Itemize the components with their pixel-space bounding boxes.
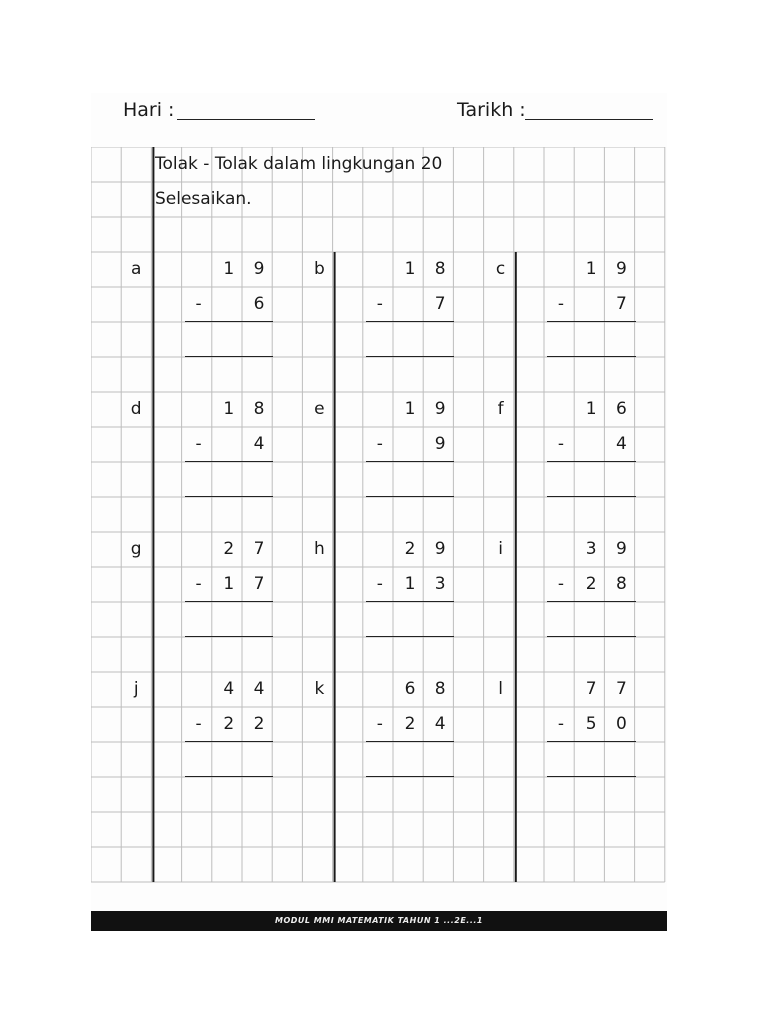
subtrahend-ones: 4: [434, 714, 446, 734]
problem-letter: e: [314, 399, 325, 419]
subtrahend-tens: 2: [223, 714, 235, 734]
minus-sign: -: [195, 434, 202, 454]
minuend-tens: 3: [585, 539, 597, 559]
minuend-ones: 9: [253, 259, 265, 279]
subtrahend-tens: [214, 287, 244, 322]
minuend-ones: 7: [615, 679, 627, 699]
subtrahend-ones: 7: [434, 294, 446, 314]
minuend-tens: 7: [585, 679, 597, 699]
minus-sign: -: [557, 574, 565, 594]
answer-box[interactable]: [366, 496, 455, 497]
subtrahend-tens: 2: [585, 574, 597, 594]
minuend-tens: 4: [223, 679, 235, 699]
subtrahend-ones: 3: [434, 574, 446, 594]
day-answer-line[interactable]: [177, 119, 315, 120]
minuend-tens: 1: [223, 259, 235, 279]
minuend-tens: 2: [223, 539, 235, 559]
answer-box[interactable]: [547, 496, 636, 497]
minuend-tens: 1: [585, 399, 597, 419]
problem-letter: i: [498, 539, 503, 559]
subtrahend-tens: [395, 287, 425, 322]
minus-sign: -: [195, 294, 202, 314]
minuend-tens: 1: [223, 399, 235, 419]
subtrahend-ones: 2: [253, 714, 265, 734]
subtrahend-tens: 2: [404, 714, 416, 734]
minuend-tens: 6: [404, 679, 416, 699]
answer-rule-top: [547, 741, 636, 742]
minus-sign: -: [376, 574, 383, 594]
minuend-ones: 8: [434, 259, 446, 279]
subtrahend-tens: 1: [223, 574, 235, 594]
answer-rule-top: [185, 461, 274, 462]
minuend-ones: 4: [253, 679, 265, 699]
minus-sign: -: [376, 294, 383, 314]
answer-box[interactable]: [547, 636, 636, 637]
answer-rule-top: [366, 601, 455, 602]
answer-rule-top: [547, 321, 636, 322]
footer-banner: MODUL MMI MATEMATIK TAHUN 1 ...2E...1: [91, 911, 667, 931]
answer-box[interactable]: [366, 776, 455, 777]
subtrahend-tens: [576, 427, 606, 462]
minus-sign: -: [195, 714, 202, 734]
answer-rule-top: [185, 601, 274, 602]
minuend-tens: 1: [585, 259, 597, 279]
subtrahend-ones: 7: [615, 294, 627, 314]
minuend-ones: 9: [615, 539, 627, 559]
minuend-ones: 9: [434, 539, 446, 559]
minus-sign: -: [557, 294, 565, 314]
day-label: Hari :: [123, 99, 175, 121]
minus-sign: -: [376, 714, 383, 734]
subtrahend-tens: [395, 427, 425, 462]
worksheet-page: [91, 93, 667, 931]
problem-letter: f: [497, 399, 504, 419]
subtrahend-tens: [576, 287, 606, 322]
minuend-tens: 1: [404, 399, 416, 419]
minus-sign: -: [195, 574, 202, 594]
minuend-ones: 6: [615, 399, 627, 419]
minuend-tens: 1: [404, 259, 416, 279]
subtrahend-tens: 1: [404, 574, 416, 594]
worksheet-instruction: Selesaikan.: [155, 189, 252, 209]
problem-letter: d: [130, 399, 142, 419]
answer-box[interactable]: [185, 776, 274, 777]
worksheet-header: [91, 93, 667, 147]
subtrahend-tens: 5: [585, 714, 597, 734]
minuend-ones: 8: [434, 679, 446, 699]
minuend-ones: 7: [253, 539, 265, 559]
answer-box[interactable]: [547, 776, 636, 777]
subtrahend-ones: 0: [615, 714, 627, 734]
date-label: Tarikh :: [457, 99, 526, 121]
answer-box[interactable]: [547, 356, 636, 357]
minus-sign: -: [376, 434, 383, 454]
problem-letter: a: [130, 259, 142, 279]
minuend-tens: 2: [404, 539, 416, 559]
answer-box[interactable]: [366, 356, 455, 357]
problem-letter: h: [314, 539, 325, 559]
answer-rule-top: [366, 461, 455, 462]
subtrahend-ones: 4: [615, 434, 627, 454]
squared-grid: [91, 147, 667, 892]
subtrahend-ones: 8: [615, 574, 627, 594]
problem-letter: b: [313, 259, 325, 279]
problem-letter: l: [498, 679, 503, 699]
minuend-ones: 9: [434, 399, 446, 419]
answer-rule-top: [547, 461, 636, 462]
subtrahend-ones: 6: [253, 294, 265, 314]
problem-letter: c: [495, 259, 506, 279]
answer-rule-top: [366, 741, 455, 742]
subtrahend-ones: 7: [253, 574, 265, 594]
answer-rule-top: [547, 601, 636, 602]
date-answer-line[interactable]: [525, 119, 653, 120]
minus-sign: -: [557, 434, 565, 454]
subtrahend-ones: 9: [434, 434, 446, 454]
answer-rule-top: [185, 741, 274, 742]
answer-box[interactable]: [185, 636, 274, 637]
subtrahend-ones: 4: [253, 434, 265, 454]
minuend-ones: 8: [253, 399, 265, 419]
answer-box[interactable]: [185, 496, 274, 497]
worksheet-title: Tolak - Tolak dalam lingkungan 20: [155, 154, 443, 174]
problem-letter: j: [133, 679, 139, 699]
subtrahend-tens: [214, 427, 244, 462]
minus-sign: -: [557, 714, 565, 734]
answer-box[interactable]: [185, 356, 274, 357]
answer-box[interactable]: [366, 636, 455, 637]
problem-letter: g: [130, 539, 142, 559]
answer-rule-top: [366, 321, 455, 322]
problem-letter: k: [314, 679, 325, 699]
answer-rule-top: [185, 321, 274, 322]
minuend-ones: 9: [615, 259, 627, 279]
